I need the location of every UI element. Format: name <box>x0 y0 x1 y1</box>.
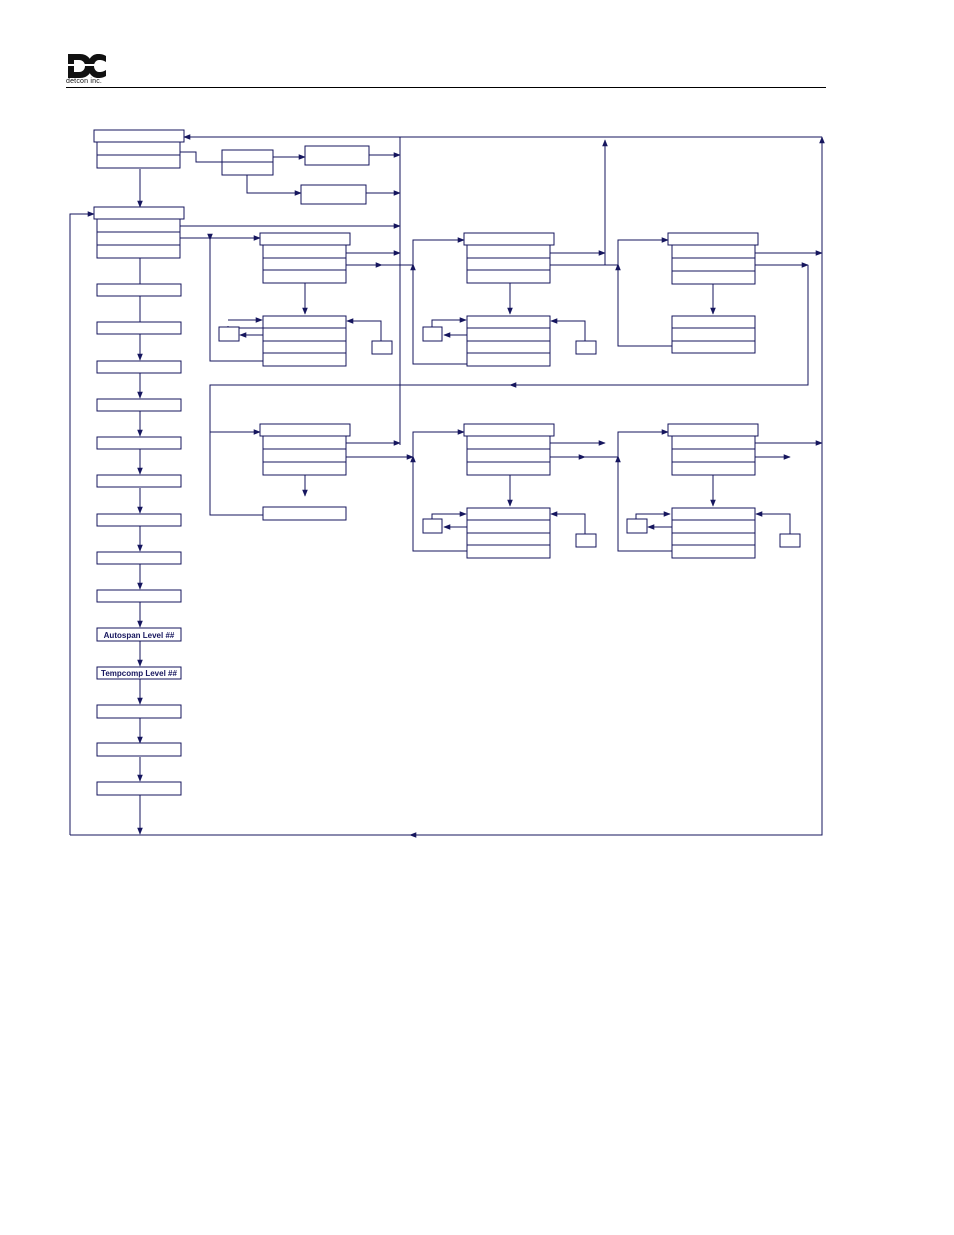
menu-boxes <box>94 130 800 795</box>
autospan-level-label: Autospan Level ## <box>103 631 175 640</box>
company-name: detcon inc. <box>66 78 103 85</box>
tempcomp-level-label: Tempcomp Level ## <box>101 669 177 678</box>
